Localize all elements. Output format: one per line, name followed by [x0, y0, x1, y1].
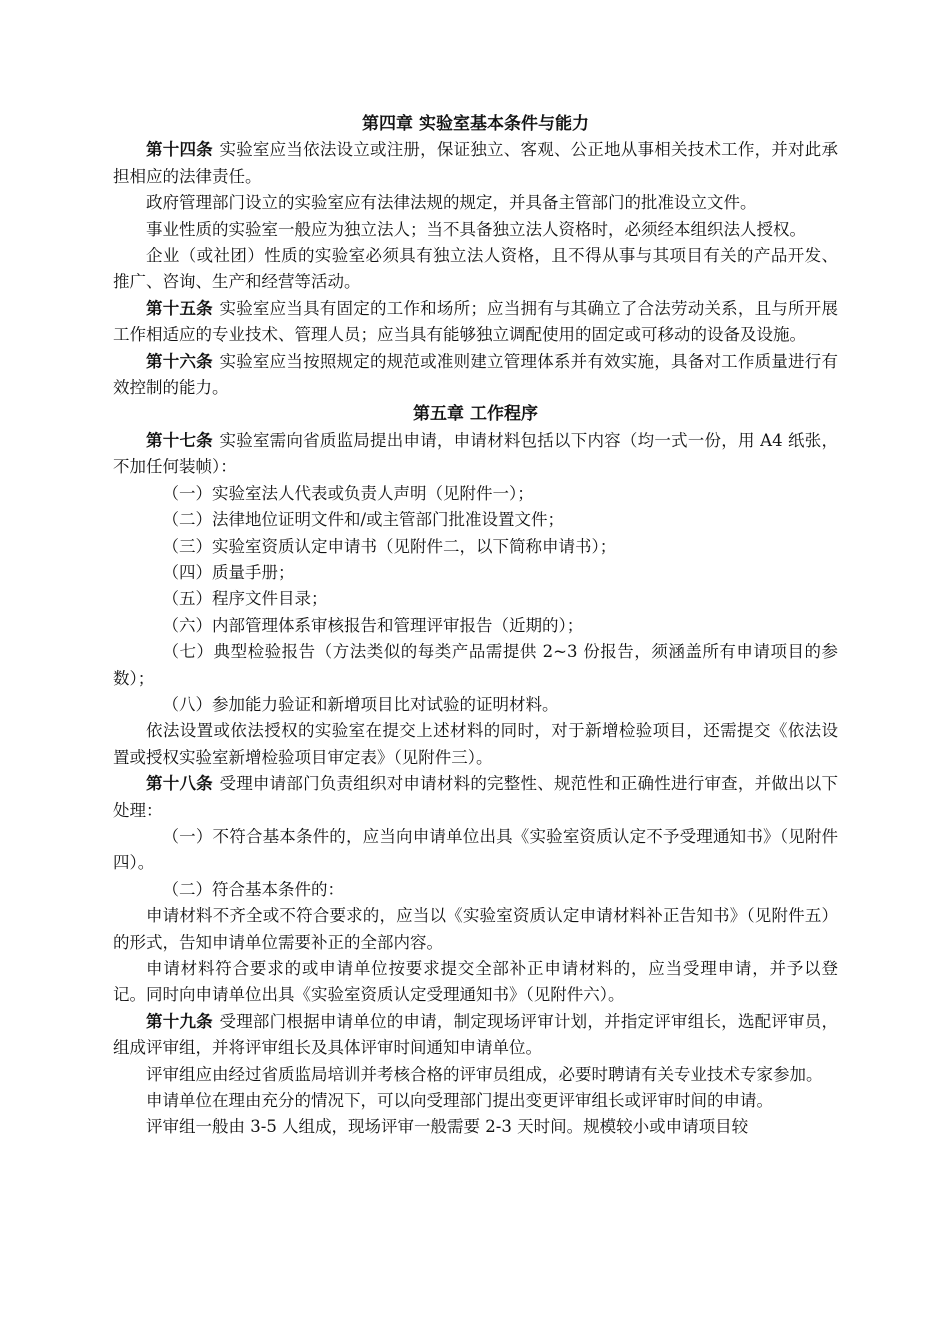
article-17-item-4: （四）质量手册； — [162, 562, 295, 582]
article-18-item-1: （一）不符合基本条件的，应当向申请单位出具《实验室资质认定不予受理通知书》（见附件四）。 — [113, 826, 838, 873]
article-14-paragraph-3: 事业性质的实验室一般应为独立法人；当不具备独立法人资格时，必须经本组织法人授权。 — [146, 219, 806, 239]
article-14-paragraph-2: 政府管理部门设立的实验室应有法律法规的规定，并具备主管部门的批准设立文件。 — [146, 193, 757, 213]
article-17-item-2: （二）法律地位证明文件和/或主管部门批准设置文件； — [162, 510, 565, 530]
document-page — [113, 111, 838, 1141]
chapter-5-title: 第五章 工作程序 — [413, 404, 538, 425]
article-18-paragraph-3: 申请材料符合要求的或申请单位按要求提交全部补正申请材料的，应当受理申请，并予以登记。同时向申请单位出具《实验室资质认定受理通知书》（见附件六）。 — [113, 959, 838, 1005]
article-19-paragraph-2: 评审组应由经过省质监局培训并考核合格的评审员组成，必要时聘请有关专业技术专家参加。 — [146, 1064, 823, 1084]
article-17-label: 第十七条 — [146, 430, 213, 450]
article-14-label: 第十四条 — [146, 140, 213, 160]
article-19-text: 受理部门根据申请单位的申请，制定现场评审计划，并指定评审组长，选配评审员，组成评审组，并将评审组长及具体评审时间通知申请单位。 — [113, 1011, 838, 1058]
article-16-paragraph-1 — [113, 349, 838, 402]
article-18-paragraph-2: 申请材料不齐全或不符合要求的，应当以《实验室资质认定申请材料补正告知书》（见附件五）的形式，告知申请单位需要补正的全部内容。 — [113, 906, 838, 952]
article-17-text: 实验室需向省质监局提出申请，申请材料包括以下内容（均一式一份，用 A4 纸张，不加任何装帧）： — [113, 430, 839, 477]
article-16-text: 实验室应当按照规定的规范或准则建立管理体系并有效实施，具备对工作质量进行有效控制的能力。 — [113, 351, 838, 398]
article-19-paragraph-3: 申请单位在理由充分的情况下，可以向受理部门提出变更评审组长或评审时间的申请。 — [146, 1091, 773, 1111]
article-14-paragraph-4: 企业（或社团）性质的实验室必须具有独立法人资格，且不得从事与其项目有关的产品开发、推广、咨询、生产和经营等活动。 — [113, 246, 838, 292]
article-17-item-1: （一）实验室法人代表或负责人声明（见附件一）； — [162, 483, 534, 503]
article-18-label: 第十八条 — [146, 774, 213, 794]
article-15-paragraph-1 — [113, 296, 838, 349]
article-18-item-2: （二）符合基本条件的： — [162, 879, 344, 899]
article-17-item-5: （五）程序文件目录； — [162, 589, 328, 609]
article-16-label: 第十六条 — [146, 351, 213, 371]
article-17-paragraph-1 — [113, 428, 838, 481]
chapter-4-title: 第四章 实验室基本条件与能力 — [362, 114, 589, 134]
article-18-text: 受理申请部门负责组织对申请材料的完整性、规范性和正确性进行审查，并做出以下处理： — [113, 774, 838, 820]
article-17-item-3: （三）实验室资质认定申请书（见附件二，以下简称申请书）； — [162, 536, 617, 556]
article-15-text: 实验室应当具有固定的工作和场所；应当拥有与其确立了合法劳动关系，且与所开展工作相适应的专业技术、管理人员；应当具有能够独立调配使用的固定或可移动的设备及设施。 — [113, 298, 838, 345]
article-19-paragraph-1 — [113, 1009, 838, 1062]
article-15-label: 第十五条 — [146, 298, 213, 318]
article-17-item-6: （六）内部管理体系审核报告和管理评审报告（近期的）； — [162, 615, 584, 635]
article-14-paragraph-1 — [113, 137, 838, 190]
article-17-item-8: （八）参加能力验证和新增项目比对试验的证明材料。 — [162, 694, 559, 714]
article-19-paragraph-4: 评审组一般由 3-5 人组成，现场评审一般需要 2-3 天时间。规模较小或申请项目较 — [146, 1117, 749, 1137]
article-17-paragraph-2: 依法设置或依法授权的实验室在提交上述材料的同时，对于新增检验项目，还需提交《依法设置或授权实验室新增检验项目审定表》（见附件三）。 — [113, 721, 838, 767]
article-17-item-7: （七）典型检验报告（方法类似的每类产品需提供 2~3 份报告，须涵盖所有申请项目的参数）； — [113, 642, 838, 688]
article-18-paragraph-1 — [113, 771, 838, 824]
article-14-text: 实验室应当依法设立或注册，保证独立、客观、公正地从事相关技术工作，并对此承担相应的法律责任。 — [113, 140, 838, 186]
article-19-label: 第十九条 — [146, 1011, 213, 1031]
